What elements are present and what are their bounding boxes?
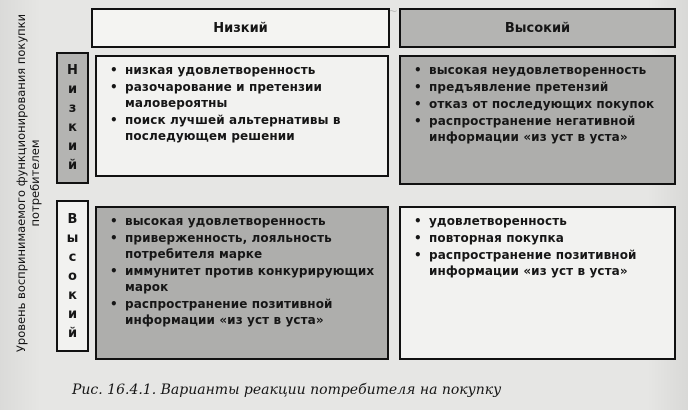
list-item: • распространение позитивной информации «из уст в уста» [413, 247, 666, 279]
cell-high-low [95, 206, 389, 360]
row-letter: й [67, 325, 78, 341]
column-header-low-label: Низкий [213, 20, 268, 36]
axis-title [4, 8, 52, 358]
row-letter: ы [66, 230, 79, 246]
row-header-high-letters [67, 210, 79, 343]
row-letter: з [68, 101, 77, 116]
cell-high-high [399, 206, 676, 360]
list-item: • отказ от последующих покупок [413, 96, 666, 112]
list-item: • высокая удовлетворенность [109, 213, 379, 229]
row-letter: В [67, 211, 78, 227]
list-item: • иммунитет против конкурирующих марок [109, 263, 379, 295]
column-header-high-label: Высокий [504, 20, 571, 36]
list-item: • приверженность, лояльность потребителя марке [109, 230, 379, 262]
list-item: • распространение позитивной информации «из уст в уста» [109, 296, 379, 328]
column-header-low [91, 8, 390, 48]
row-letter: к [68, 120, 77, 135]
row-letter: к [68, 287, 77, 303]
cell-high-low-list [109, 213, 379, 328]
row-letter: с [68, 249, 77, 265]
cell-low-low-list [109, 62, 379, 144]
list-item: • распространение негативной информации «из уст в уста» [413, 113, 666, 145]
list-item: • предъявление претензий [413, 79, 666, 95]
axis-title-text: Уровень воспринимаемого функционирования покупки потребителем [14, 13, 42, 353]
row-header-high [56, 200, 89, 352]
list-item: • высокая неудовлетворенность [413, 62, 666, 78]
cell-low-high-list [413, 62, 666, 145]
figure-caption: Рис. 16.4.1. Варианты реакции потребителя на покупку [72, 382, 502, 398]
row-letter: и [67, 306, 78, 322]
row-letter: о [68, 268, 77, 284]
cell-low-low [95, 55, 389, 177]
list-item: • повторная покупка [413, 230, 666, 246]
row-letter: и [67, 139, 78, 154]
list-item: • поиск лучшей альтернативы в последующем решении [109, 112, 379, 144]
cell-low-high [399, 55, 676, 185]
row-header-low-letters [67, 61, 78, 175]
row-letter: и [67, 82, 78, 97]
list-item: • разочарование и претензии маловероятны [109, 79, 379, 111]
row-letter: й [67, 158, 78, 173]
row-header-low [56, 52, 89, 184]
cell-high-high-list [413, 213, 666, 279]
column-header-high [399, 8, 676, 48]
list-item: • удовлетворенность [413, 213, 666, 229]
row-letter: Н [67, 63, 78, 78]
bleed-through-text: ~ [387, 4, 399, 18]
list-item: • низкая удовлетворенность [109, 62, 379, 78]
